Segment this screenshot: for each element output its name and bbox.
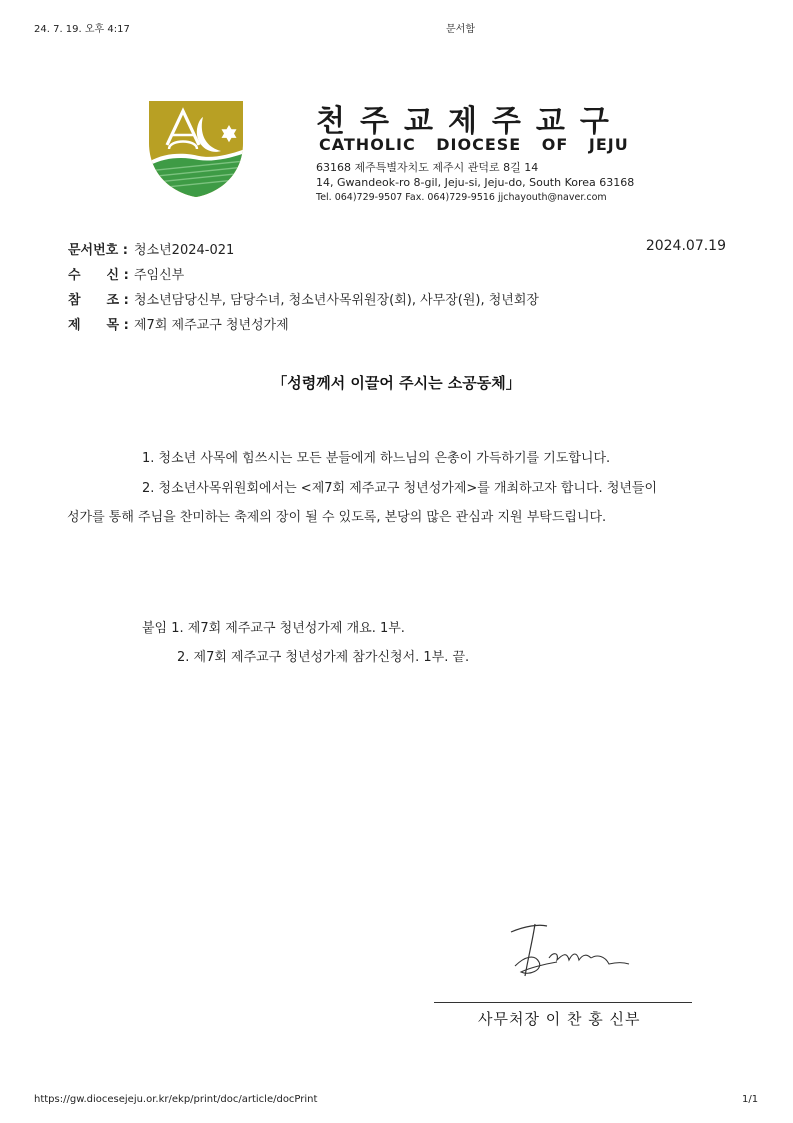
print-page-number: 1/1 [742, 1094, 759, 1105]
org-name-en: CATHOLIC DIOCESE OF JEJU [319, 135, 629, 154]
doc-date: 2024.07.19 [645, 238, 726, 254]
subject-heading: 「성령께서 이끌어 주시는 소공동체」 [272, 374, 521, 392]
recipient-label: 수 신 : [68, 268, 129, 283]
diocese-logo-icon [147, 99, 245, 199]
contact-info: Tel. 064)729-9507 Fax. 064)729-9516 jjchayouth@naver.com [316, 192, 607, 203]
print-title: 문서함 [446, 24, 475, 35]
subject-label: 제 목 : [68, 318, 129, 333]
recipient-value: 주임신부 [134, 268, 185, 283]
address-en: 14, Gwandeok-ro 8-gil, Jeju-si, Jeju-do, South Korea 63168 [316, 176, 635, 189]
print-datetime: 24. 7. 19. 오후 4:17 [34, 24, 130, 35]
doc-number-label: 문서번호 : [68, 243, 128, 258]
attachment-item-2: 2. 제7회 제주교구 청년성가제 참가신청서. 1부. 끝. [177, 650, 470, 665]
doc-number-value: 청소년2024-021 [134, 243, 235, 258]
cc-value: 청소년담당신부, 담당수녀, 청소년사목위원장(회), 사무장(원), 청년회장 [134, 293, 539, 308]
cc-label: 참 조 : [68, 293, 129, 308]
body-paragraph-2-line-2: 성가를 통해 주님을 찬미하는 축제의 장이 될 수 있도록, 본당의 많은 관심과 지원 부탁드립니다. [67, 510, 607, 525]
signer-name: 사무처장 이 찬 홍 신부 [478, 1010, 641, 1028]
address-ko: 63168 제주특별자치도 제주시 관덕로 8길 14 [316, 161, 539, 174]
attachment-item-1: 붙임 1. 제7회 제주교구 청년성가제 개요. 1부. [142, 621, 405, 636]
cc-row [68, 289, 539, 308]
org-name-ko: 천주교제주교구 [316, 104, 624, 139]
subject-row [68, 314, 289, 333]
recipient-row [68, 264, 184, 283]
signature-line [434, 1002, 692, 1003]
doc-number-row [68, 239, 234, 258]
body-paragraph-2-line-1: 2. 청소년사목위원회에서는 <제7회 제주교구 청년성가제>를 개최하고자 합니다. 청년들이 [142, 481, 658, 496]
body-paragraph-1: 1. 청소년 사목에 힘쓰시는 모든 분들에게 하느님의 은총이 가득하기를 기도합니다. [142, 451, 611, 466]
handwritten-signature-icon [505, 918, 635, 984]
subject-value: 제7회 제주교구 청년성가제 [134, 318, 289, 333]
print-url: https://gw.diocesejeju.or.kr/ekp/print/doc/article/docPrint [34, 1094, 318, 1105]
